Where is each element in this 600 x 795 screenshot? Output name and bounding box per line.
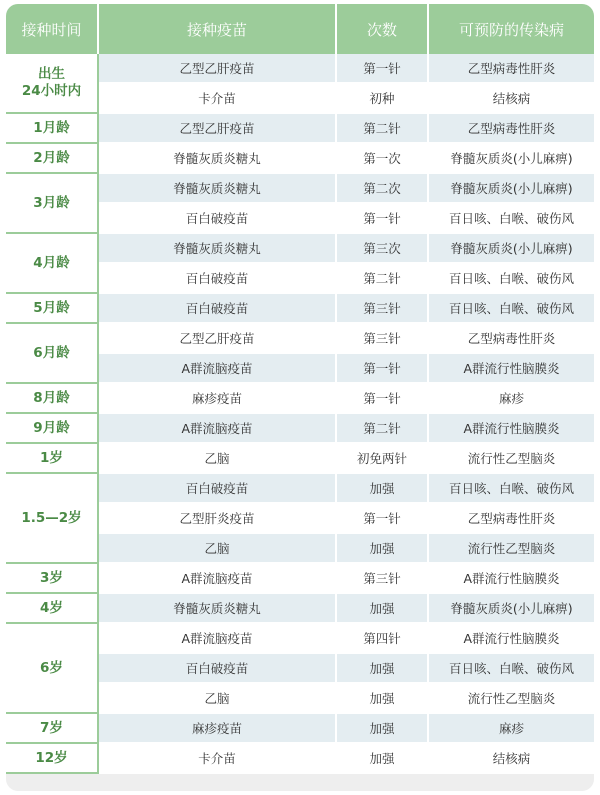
table-row (6, 323, 594, 353)
dose-cell: 加强 (336, 743, 428, 773)
header-time: 接种时间 (6, 4, 98, 54)
vaccine-cell: 脊髓灰质炎糖丸 (98, 143, 336, 173)
disease-cell: 脊髓灰质炎(小儿麻痹) (428, 593, 594, 623)
disease-cell: 脊髓灰质炎(小儿麻痹) (428, 173, 594, 203)
disease-cell: 百日咳、白喉、破伤风 (428, 293, 594, 323)
table-body (6, 54, 594, 773)
vaccine-cell: A群流脑疫苗 (98, 563, 336, 593)
vaccination-time-cell: 12岁 (6, 743, 98, 773)
table-row (6, 383, 594, 413)
vaccination-time-cell: 3岁 (6, 563, 98, 593)
disease-cell: A群流行性脑膜炎 (428, 563, 594, 593)
table-row (6, 54, 594, 83)
vaccination-schedule-sheet (6, 4, 594, 791)
vaccination-time-cell: 5月龄 (6, 293, 98, 323)
vaccination-time-cell: 出生 24小时内 (6, 54, 98, 113)
vaccination-time-cell: 1.5—2岁 (6, 473, 98, 563)
vaccination-time-cell: 1岁 (6, 443, 98, 473)
vaccination-time-cell: 4岁 (6, 593, 98, 623)
disease-cell: 乙型病毒性肝炎 (428, 54, 594, 83)
table-row (6, 593, 594, 623)
disease-cell: A群流行性脑膜炎 (428, 353, 594, 383)
dose-cell: 第二次 (336, 173, 428, 203)
disease-cell: 乙型病毒性肝炎 (428, 323, 594, 353)
vaccine-cell: 卡介苗 (98, 743, 336, 773)
vaccine-cell: 百白破疫苗 (98, 263, 336, 293)
table-row (6, 113, 594, 143)
table-header-row (6, 4, 594, 54)
dose-cell: 第三针 (336, 323, 428, 353)
dose-cell: 第三针 (336, 563, 428, 593)
vaccine-cell: 脊髓灰质炎糖丸 (98, 593, 336, 623)
dose-cell: 第一次 (336, 143, 428, 173)
vaccine-cell: 百白破疫苗 (98, 473, 336, 503)
disease-cell: 流行性乙型脑炎 (428, 533, 594, 563)
dose-cell: 加强 (336, 533, 428, 563)
vaccination-time-cell: 6月龄 (6, 323, 98, 383)
dose-cell: 第一针 (336, 203, 428, 233)
dose-cell: 第二针 (336, 263, 428, 293)
table-row (6, 563, 594, 593)
dose-cell: 第三针 (336, 293, 428, 323)
disease-cell: 流行性乙型脑炎 (428, 443, 594, 473)
disease-cell: A群流行性脑膜炎 (428, 413, 594, 443)
disease-cell: 百日咳、白喉、破伤风 (428, 473, 594, 503)
vaccination-time-cell: 9月龄 (6, 413, 98, 443)
table-row (6, 143, 594, 173)
header-vaccine: 接种疫苗 (98, 4, 336, 54)
dose-cell: 加强 (336, 473, 428, 503)
table-row (6, 623, 594, 653)
vaccination-time-cell: 6岁 (6, 623, 98, 713)
table-row (6, 173, 594, 203)
table-row (6, 443, 594, 473)
dose-cell: 第四针 (336, 623, 428, 653)
vaccination-time-cell: 3月龄 (6, 173, 98, 233)
vaccine-cell: 百白破疫苗 (98, 653, 336, 683)
vaccination-time-cell: 4月龄 (6, 233, 98, 293)
disease-cell: 乙型病毒性肝炎 (428, 503, 594, 533)
dose-cell: 初免两针 (336, 443, 428, 473)
vaccine-cell: 麻疹疫苗 (98, 383, 336, 413)
table-row (6, 473, 594, 503)
vaccine-cell: 乙脑 (98, 683, 336, 713)
vaccine-cell: 百白破疫苗 (98, 203, 336, 233)
vaccination-schedule-table (6, 4, 594, 774)
dose-cell: 第二针 (336, 413, 428, 443)
dose-cell: 加强 (336, 683, 428, 713)
dose-cell: 第三次 (336, 233, 428, 263)
vaccine-cell: 百白破疫苗 (98, 293, 336, 323)
disease-cell: 百日咳、白喉、破伤风 (428, 653, 594, 683)
table-row (6, 713, 594, 743)
vaccine-cell: 乙型乙肝疫苗 (98, 323, 336, 353)
vaccine-cell: A群流脑疫苗 (98, 353, 336, 383)
vaccination-time-cell: 2月龄 (6, 143, 98, 173)
disease-cell: 百日咳、白喉、破伤风 (428, 263, 594, 293)
vaccine-cell: 卡介苗 (98, 83, 336, 113)
disease-cell: 乙型病毒性肝炎 (428, 113, 594, 143)
dose-cell: 第一针 (336, 503, 428, 533)
vaccination-time-cell: 7岁 (6, 713, 98, 743)
header-disease: 可预防的传染病 (428, 4, 594, 54)
table-row (6, 233, 594, 263)
vaccine-cell: A群流脑疫苗 (98, 413, 336, 443)
table-row (6, 413, 594, 443)
vaccination-time-cell: 1月龄 (6, 113, 98, 143)
disease-cell: 结核病 (428, 83, 594, 113)
vaccine-cell: A群流脑疫苗 (98, 623, 336, 653)
dose-cell: 第一针 (336, 353, 428, 383)
disease-cell: A群流行性脑膜炎 (428, 623, 594, 653)
vaccine-cell: 乙型肝炎疫苗 (98, 503, 336, 533)
dose-cell: 加强 (336, 653, 428, 683)
disease-cell: 流行性乙型脑炎 (428, 683, 594, 713)
table-row (6, 743, 594, 773)
disease-cell: 结核病 (428, 743, 594, 773)
vaccine-cell: 乙脑 (98, 533, 336, 563)
vaccination-time-cell: 8月龄 (6, 383, 98, 413)
vaccine-cell: 麻疹疫苗 (98, 713, 336, 743)
vaccine-cell: 乙型乙肝疫苗 (98, 113, 336, 143)
disease-cell: 脊髓灰质炎(小儿麻痹) (428, 143, 594, 173)
vaccine-cell: 脊髓灰质炎糖丸 (98, 233, 336, 263)
dose-cell: 第一针 (336, 54, 428, 83)
vaccine-cell: 脊髓灰质炎糖丸 (98, 173, 336, 203)
disease-cell: 麻疹 (428, 383, 594, 413)
disease-cell: 麻疹 (428, 713, 594, 743)
dose-cell: 初种 (336, 83, 428, 113)
dose-cell: 第一针 (336, 383, 428, 413)
dose-cell: 加强 (336, 713, 428, 743)
header-dose: 次数 (336, 4, 428, 54)
table-row (6, 293, 594, 323)
dose-cell: 第二针 (336, 113, 428, 143)
vaccine-cell: 乙型乙肝疫苗 (98, 54, 336, 83)
disease-cell: 百日咳、白喉、破伤风 (428, 203, 594, 233)
vaccine-cell: 乙脑 (98, 443, 336, 473)
dose-cell: 加强 (336, 593, 428, 623)
disease-cell: 脊髓灰质炎(小儿麻痹) (428, 233, 594, 263)
